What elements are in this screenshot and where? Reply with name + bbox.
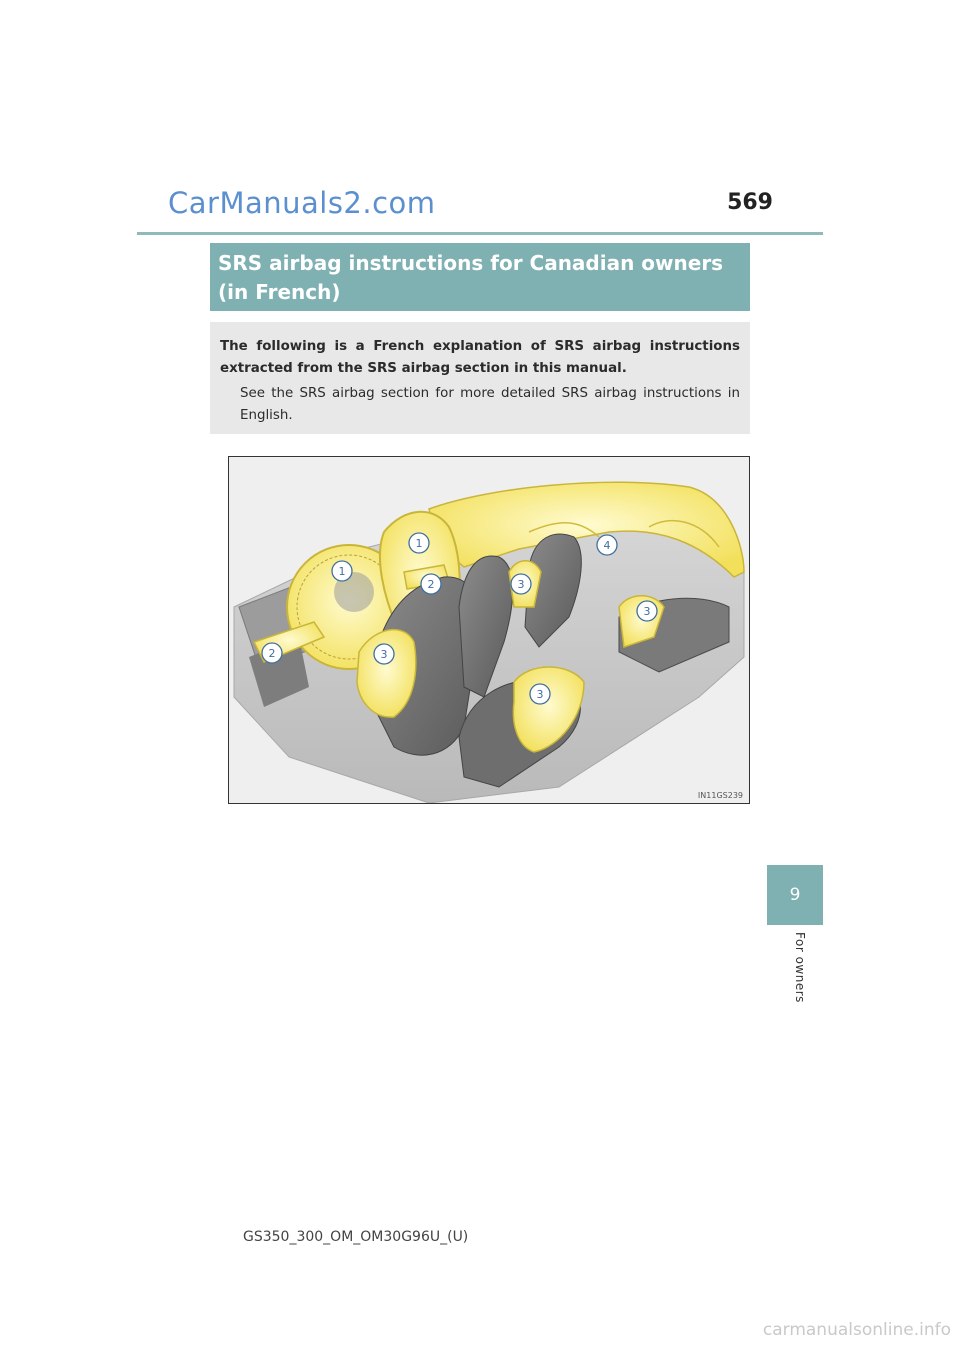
vehicle-cutaway-drawing xyxy=(229,457,749,803)
callout-number: 3 xyxy=(536,688,544,701)
callout-number: 2 xyxy=(268,647,276,660)
callout-marker xyxy=(421,574,441,594)
carmanualsonline-watermark[interactable]: carmanualsonline.info xyxy=(762,1320,951,1340)
airbag-locations-illustration xyxy=(228,456,750,804)
callout-number: 2 xyxy=(427,578,435,591)
page-number: 569 xyxy=(727,190,773,215)
callout-number: 1 xyxy=(415,537,423,550)
callout-marker xyxy=(332,561,352,581)
footer-document-code: GS350_300_OM_OM30G96U_(U) xyxy=(243,1229,469,1245)
callout-number: 3 xyxy=(380,648,388,661)
callout-number: 3 xyxy=(643,605,651,618)
callout-marker xyxy=(409,533,429,553)
callout-marker xyxy=(530,684,550,704)
header-rule xyxy=(137,232,823,235)
callout-number: 4 xyxy=(603,539,611,552)
callout-marker xyxy=(511,574,531,594)
intro-lead-text: The following is a French explanation of SRS airbag instructions extracted from the SRS airbag section in this manual. xyxy=(220,339,740,376)
carmanuals2-watermark[interactable]: CarManuals2.com xyxy=(168,186,436,220)
callout-marker xyxy=(597,535,617,555)
illustration-code: IN11GS239 xyxy=(697,791,743,800)
callout-marker xyxy=(374,644,394,664)
callout-number: 1 xyxy=(338,565,346,578)
callout-number: 3 xyxy=(517,578,525,591)
section-title: SRS airbag instructions for Canadian owners (in French) xyxy=(210,243,750,311)
intro-note-text: See the SRS airbag section for more detailed SRS airbag instructions in English. xyxy=(240,386,740,423)
callout-marker xyxy=(262,643,282,663)
chapter-label: For owners xyxy=(793,932,807,1003)
callout-marker xyxy=(637,601,657,621)
chapter-number-tab: 9 xyxy=(767,865,823,925)
intro-box xyxy=(210,322,750,434)
